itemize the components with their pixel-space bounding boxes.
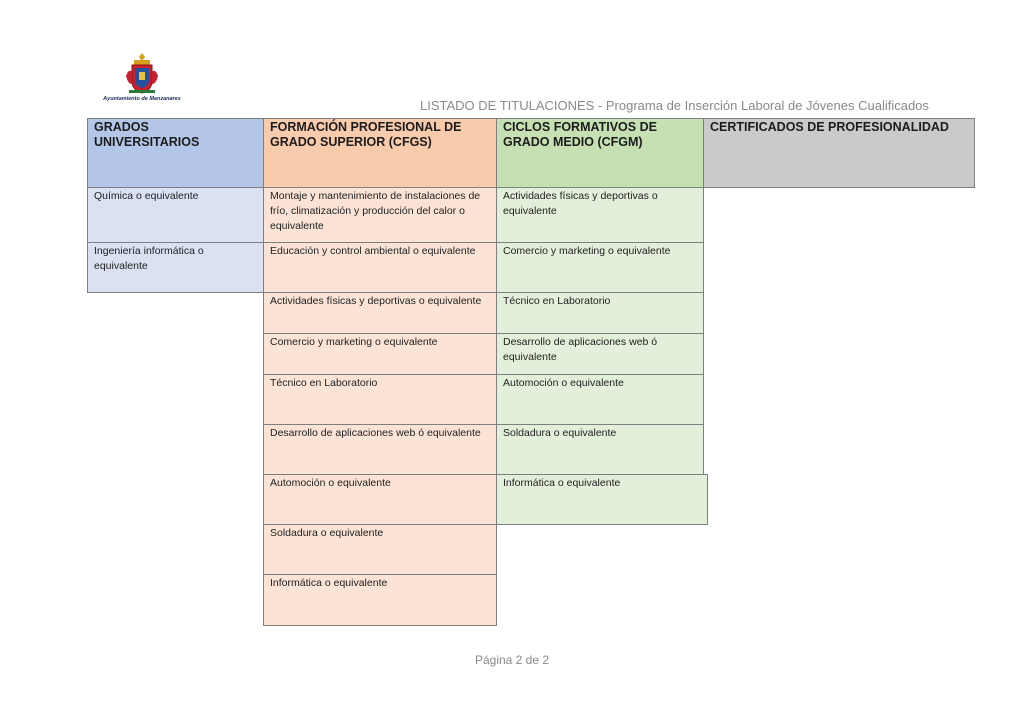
cfgm-item: Informática o equivalente: [496, 474, 708, 525]
cfgm-item: Actividades físicas y deportivas o equivalente: [496, 187, 704, 243]
cfgs-item: Informática o equivalente: [263, 574, 497, 626]
header-certificados-profesionalidad: CERTIFICADOS DE PROFESIONALIDAD: [703, 118, 975, 188]
cfgs-item: Automoción o equivalente: [263, 474, 497, 525]
document-title: LISTADO DE TITULACIONES - Programa de Inserción Laboral de Jóvenes Cualificados: [420, 98, 929, 113]
municipal-logo: [96, 52, 188, 108]
header-grados-universitarios: GRADOS UNIVERSITARIOS: [87, 118, 264, 188]
cfgm-item: Automoción o equivalente: [496, 374, 704, 425]
page-number: Página 2 de 2: [474, 653, 550, 667]
cfgm-item: Técnico en Laboratorio: [496, 292, 704, 334]
cfgs-item: Soldadura o equivalente: [263, 524, 497, 575]
cfgs-item: Educación y control ambiental o equivalente: [263, 242, 497, 293]
grados-item: Química o equivalente: [87, 187, 264, 243]
org-name: Ayuntamiento de Manzanares: [103, 96, 181, 102]
cfgs-item: Desarrollo de aplicaciones web ó equivalente: [263, 424, 497, 475]
cfgm-item: Comercio y marketing o equivalente: [496, 242, 704, 293]
cfgs-item: Montaje y mantenimiento de instalaciones de frío, climatización y producción del calor o equivalente: [263, 187, 497, 243]
cfgs-item: Técnico en Laboratorio: [263, 374, 497, 425]
coat-of-arms-icon: [121, 52, 163, 96]
header-cfgs: FORMACIÓN PROFESIONAL DE GRADO SUPERIOR (CFGS): [263, 118, 497, 188]
cfgm-item: Soldadura o equivalente: [496, 424, 704, 475]
cfgs-item: Comercio y marketing o equivalente: [263, 333, 497, 375]
cfgm-item: Desarrollo de aplicaciones web ó equivalente: [496, 333, 704, 375]
cfgs-item: Actividades físicas y deportivas o equivalente: [263, 292, 497, 334]
grados-item: Ingeniería informática o equivalente: [87, 242, 264, 293]
header-cfgm: CICLOS FORMATIVOS DE GRADO MEDIO (CFGM): [496, 118, 704, 188]
